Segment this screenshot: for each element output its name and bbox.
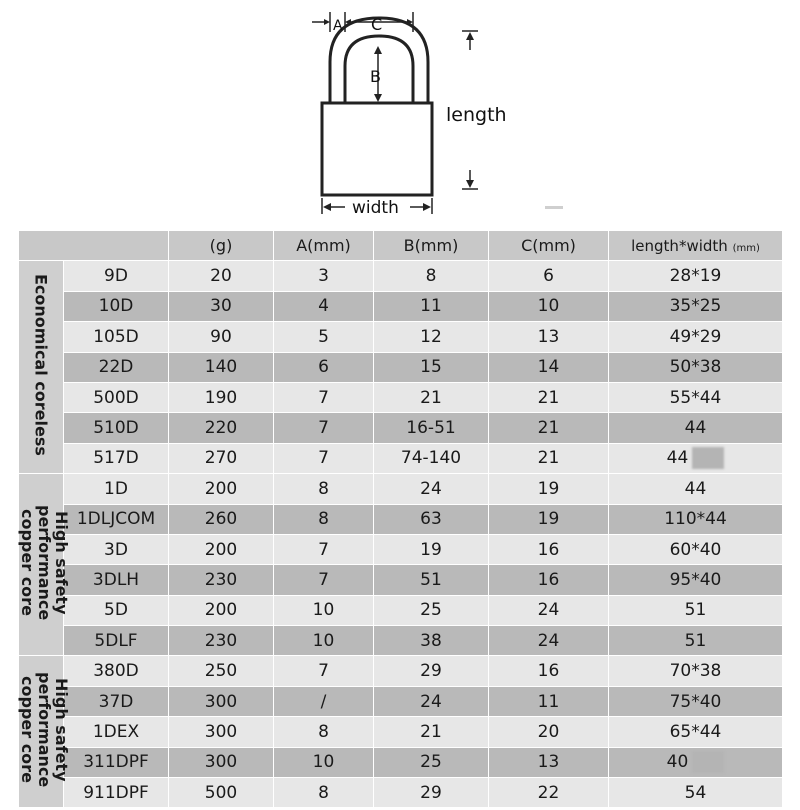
weight-cell: 90 bbox=[169, 322, 274, 352]
c-cell: 24 bbox=[489, 595, 609, 625]
a-cell: 8 bbox=[274, 778, 374, 808]
label-b: B bbox=[370, 67, 381, 86]
model-cell: 9D bbox=[64, 261, 169, 291]
redacted-mark bbox=[692, 447, 724, 469]
a-cell: 7 bbox=[274, 534, 374, 564]
c-cell: 13 bbox=[489, 322, 609, 352]
category-text: High safety performance copper core bbox=[18, 504, 71, 620]
model-cell: 517D bbox=[64, 443, 169, 473]
a-cell: 3 bbox=[274, 261, 374, 291]
c-cell: 21 bbox=[489, 382, 609, 412]
length-width-cell: 54 bbox=[609, 778, 783, 808]
length-width-cell: 28*19 bbox=[609, 261, 783, 291]
a-cell: 5 bbox=[274, 322, 374, 352]
model-cell: 500D bbox=[64, 382, 169, 412]
c-cell: 20 bbox=[489, 717, 609, 747]
weight-cell: 500 bbox=[169, 778, 274, 808]
b-cell: 51 bbox=[374, 565, 489, 595]
category-label bbox=[18, 656, 71, 808]
header-blank bbox=[19, 231, 169, 261]
length-width-cell: 65*44 bbox=[609, 717, 783, 747]
category-label bbox=[19, 261, 64, 474]
model-cell: 510D bbox=[64, 413, 169, 443]
b-cell: 25 bbox=[374, 595, 489, 625]
c-cell: 24 bbox=[489, 626, 609, 656]
table-row bbox=[19, 322, 783, 352]
b-cell: 74-140 bbox=[374, 443, 489, 473]
b-cell: 24 bbox=[374, 686, 489, 716]
weight-cell: 30 bbox=[169, 291, 274, 321]
header-a: A(mm) bbox=[274, 231, 374, 261]
table-row bbox=[19, 656, 783, 686]
table-row bbox=[19, 382, 783, 412]
table-body bbox=[19, 261, 783, 808]
model-cell: 105D bbox=[64, 322, 169, 352]
a-cell: 7 bbox=[274, 443, 374, 473]
b-cell: 38 bbox=[374, 626, 489, 656]
model-cell: 1DEX bbox=[64, 717, 169, 747]
b-cell: 12 bbox=[374, 322, 489, 352]
weight-cell: 300 bbox=[169, 747, 274, 777]
c-cell: 16 bbox=[489, 565, 609, 595]
model-cell: 5DLF bbox=[64, 626, 169, 656]
weight-cell: 230 bbox=[169, 626, 274, 656]
category-text: Economical coreless bbox=[31, 273, 51, 456]
length-width-cell: 60*40 bbox=[609, 534, 783, 564]
table-row bbox=[19, 595, 783, 625]
model-cell: 911DPF bbox=[64, 778, 169, 808]
weight-cell: 260 bbox=[169, 504, 274, 534]
length-width-cell: 55*44 bbox=[609, 382, 783, 412]
padlock-dimension-diagram bbox=[0, 0, 800, 225]
model-cell: 3DLH bbox=[64, 565, 169, 595]
header-b: B(mm) bbox=[374, 231, 489, 261]
length-width-cell: 51 bbox=[609, 595, 783, 625]
c-cell: 21 bbox=[489, 443, 609, 473]
weight-cell: 300 bbox=[169, 686, 274, 716]
table-row bbox=[19, 504, 783, 534]
table-row bbox=[19, 261, 783, 291]
b-cell: 11 bbox=[374, 291, 489, 321]
a-cell: 8 bbox=[274, 717, 374, 747]
table-row bbox=[19, 747, 783, 777]
spec-table bbox=[18, 230, 783, 808]
length-width-cell: 40 bbox=[609, 747, 783, 777]
weight-cell: 200 bbox=[169, 474, 274, 504]
length-width-cell: 110*44 bbox=[609, 504, 783, 534]
length-width-cell: 95*40 bbox=[609, 565, 783, 595]
redacted-mark bbox=[692, 751, 724, 773]
b-cell: 8 bbox=[374, 261, 489, 291]
model-cell: 311DPF bbox=[64, 747, 169, 777]
weight-cell: 200 bbox=[169, 534, 274, 564]
weight-cell: 220 bbox=[169, 413, 274, 443]
length-width-cell: 35*25 bbox=[609, 291, 783, 321]
weight-cell: 270 bbox=[169, 443, 274, 473]
a-cell: / bbox=[274, 686, 374, 716]
c-cell: 19 bbox=[489, 504, 609, 534]
b-cell: 16-51 bbox=[374, 413, 489, 443]
weight-cell: 140 bbox=[169, 352, 274, 382]
header-length-width: length*width (mm) bbox=[609, 231, 783, 261]
length-width-cell: 49*29 bbox=[609, 322, 783, 352]
a-cell: 8 bbox=[274, 474, 374, 504]
header-row bbox=[19, 231, 783, 261]
b-cell: 29 bbox=[374, 656, 489, 686]
length-width-cell: 70*38 bbox=[609, 656, 783, 686]
c-cell: 16 bbox=[489, 656, 609, 686]
length-width-cell: 44 bbox=[609, 443, 783, 473]
c-cell: 19 bbox=[489, 474, 609, 504]
model-cell: 10D bbox=[64, 291, 169, 321]
table-row bbox=[19, 352, 783, 382]
category-label bbox=[18, 474, 71, 656]
a-cell: 10 bbox=[274, 595, 374, 625]
c-cell: 16 bbox=[489, 534, 609, 564]
b-cell: 24 bbox=[374, 474, 489, 504]
lock-body bbox=[322, 103, 432, 195]
header-c: C(mm) bbox=[489, 231, 609, 261]
a-cell: 7 bbox=[274, 382, 374, 412]
table-row bbox=[19, 291, 783, 321]
model-cell: 3D bbox=[64, 534, 169, 564]
table-row bbox=[19, 413, 783, 443]
c-cell: 13 bbox=[489, 747, 609, 777]
table-row bbox=[19, 686, 783, 716]
model-cell: 22D bbox=[64, 352, 169, 382]
length-width-cell: 44 bbox=[609, 413, 783, 443]
table-row bbox=[19, 778, 783, 808]
b-cell: 63 bbox=[374, 504, 489, 534]
length-width-cell: 50*38 bbox=[609, 352, 783, 382]
length-width-cell: 75*40 bbox=[609, 686, 783, 716]
a-cell: 10 bbox=[274, 747, 374, 777]
b-cell: 25 bbox=[374, 747, 489, 777]
model-cell: 380D bbox=[64, 656, 169, 686]
c-cell: 14 bbox=[489, 352, 609, 382]
length-width-cell: 44 bbox=[609, 474, 783, 504]
c-cell: 6 bbox=[489, 261, 609, 291]
label-width: width bbox=[352, 198, 399, 218]
model-cell: 5D bbox=[64, 595, 169, 625]
c-cell: 22 bbox=[489, 778, 609, 808]
table-row bbox=[19, 534, 783, 564]
label-length: length bbox=[446, 104, 507, 126]
model-cell: 37D bbox=[64, 686, 169, 716]
weight-cell: 300 bbox=[169, 717, 274, 747]
table-row bbox=[19, 717, 783, 747]
table-row bbox=[19, 443, 783, 473]
c-cell: 10 bbox=[489, 291, 609, 321]
a-cell: 7 bbox=[274, 565, 374, 595]
b-cell: 19 bbox=[374, 534, 489, 564]
weight-cell: 190 bbox=[169, 382, 274, 412]
category-text: High safety performance copper core bbox=[18, 671, 71, 788]
a-cell: 7 bbox=[274, 656, 374, 686]
b-cell: 15 bbox=[374, 352, 489, 382]
weight-cell: 20 bbox=[169, 261, 274, 291]
table-row bbox=[19, 626, 783, 656]
a-cell: 4 bbox=[274, 291, 374, 321]
header-weight: (g) bbox=[169, 231, 274, 261]
length-width-cell: 51 bbox=[609, 626, 783, 656]
weight-cell: 250 bbox=[169, 656, 274, 686]
a-cell: 6 bbox=[274, 352, 374, 382]
label-c: C bbox=[371, 15, 383, 34]
weight-cell: 200 bbox=[169, 595, 274, 625]
c-cell: 21 bbox=[489, 413, 609, 443]
weight-cell: 230 bbox=[169, 565, 274, 595]
table-row bbox=[19, 474, 783, 504]
model-cell: 1D bbox=[64, 474, 169, 504]
a-cell: 7 bbox=[274, 413, 374, 443]
b-cell: 21 bbox=[374, 382, 489, 412]
table-row bbox=[19, 565, 783, 595]
a-cell: 8 bbox=[274, 504, 374, 534]
label-a: A bbox=[333, 18, 343, 34]
a-cell: 10 bbox=[274, 626, 374, 656]
b-cell: 29 bbox=[374, 778, 489, 808]
b-cell: 21 bbox=[374, 717, 489, 747]
c-cell: 11 bbox=[489, 686, 609, 716]
model-cell: 1DLJCOM bbox=[64, 504, 169, 534]
